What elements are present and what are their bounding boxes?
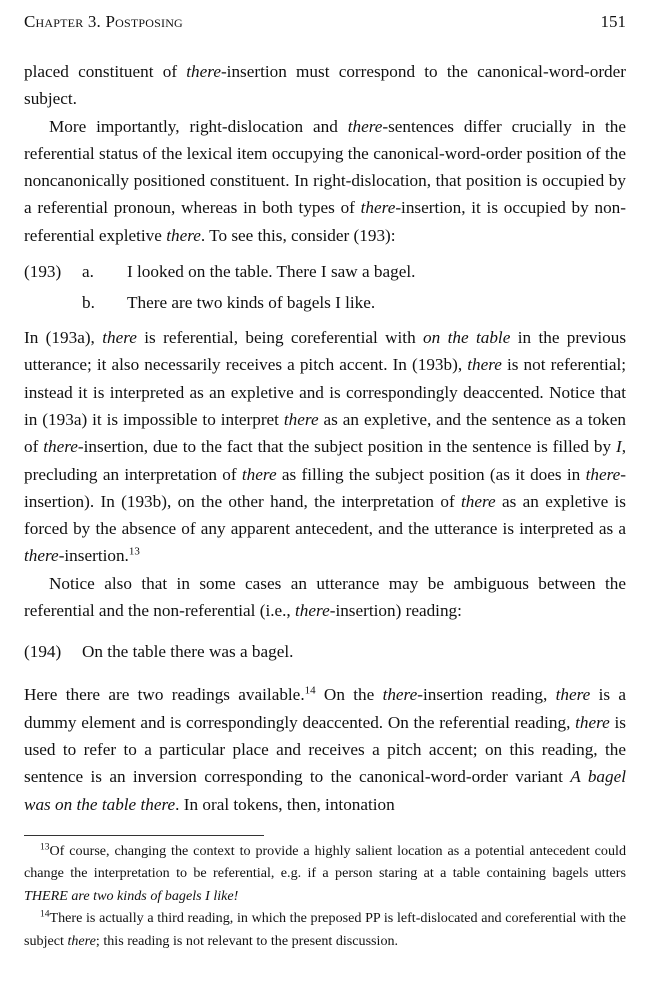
footnote-14: $^{14}$There is actually a third reading, in which the preposed PP is left-dislocated and coreferential with the subject there; this reading is not relevant to the present discussion.: [24, 909, 626, 949]
running-head: Chapter 3. Postposing: [24, 12, 183, 31]
paragraph-1: placed constituent of there-insertion must correspond to the canonical-word-order subject.: [24, 62, 626, 109]
example-193: [24, 256, 626, 318]
paragraph-5: Here there are two readings available.$^{14}$ On the there-insertion reading, there is a dummy element and is correspondingly deaccented. On the referential reading, there is used to refer to a particular place and receives a pitch accent; on this reading, the sentence is an inversion corresponding to the canonical-word-order variant A bagel was on the table there. In oral tokens, then, intonation: [24, 684, 627, 814]
example-number: (194): [24, 642, 62, 662]
example-number: (193): [24, 262, 62, 282]
footnote-marker: 14: [40, 909, 50, 920]
example-193b: [24, 287, 626, 318]
example-text: I looked on the table. There I saw a bagel.: [127, 262, 416, 282]
footnotes: [24, 840, 626, 952]
paragraph-2: More importantly, right-dislocation and there-sentences differ crucially in the referential status of the lexical item occupying the canonical-word-order position of the noncanonically positioned constituent. In right-dislocation, that position is occupied by a referential pronoun, whereas in both types of there-insertion, it is occupied by non-referential expletive there. To see this, consider (193):: [24, 116, 626, 245]
example-193a: [24, 256, 626, 287]
example-194: [24, 636, 626, 667]
example-text: On the table there was a bagel.: [82, 642, 294, 662]
footnote-13: $^{13}$Of course, changing the context to provide a highly salient location as a potential antecedent could change the interpretation to be referential, e.g. if a person staring at a table containing bagels utters THERE are two kinds of bagels I like!: [24, 842, 626, 904]
paragraph-3: In (193a), there is referential, being coreferential with on the table in the previous utterance; it also necessarily receives a pitch accent. In (193b), there is not referential; instead it is interpreted as an expletive and is correspondingly deaccented. Notice that in (193a) it is impossible to interpret there as an expletive, and the sentence as a token of there-insertion, due to the fact that the subject position in the sentence is filled by I, precluding an interpretation of there as filling the subject position (as it does in there-insertion). In (193b), on the other hand, the interpretation of there as an expletive is forced by the absence of any apparent antecedent, and the utterance is interpreted as a there-insertion.$^{13}$: [24, 328, 627, 566]
footnote-ref-14[interactable]: 14: [304, 684, 316, 697]
footnote-ref-13[interactable]: 13: [128, 545, 140, 558]
example-letter: a.: [82, 262, 94, 282]
running-header: [24, 12, 626, 38]
paragraph-4: Notice also that in some cases an utterance may be ambiguous between the referential and the non-referential (i.e., there-insertion) reading:: [24, 573, 626, 621]
page-number: 151: [600, 12, 626, 31]
example-text: There are two kinds of bagels I like.: [127, 293, 376, 313]
body-text: [24, 58, 626, 818]
footnote-marker: 13: [40, 842, 50, 853]
footnote-divider: [24, 835, 264, 836]
example-letter: b.: [82, 293, 95, 313]
